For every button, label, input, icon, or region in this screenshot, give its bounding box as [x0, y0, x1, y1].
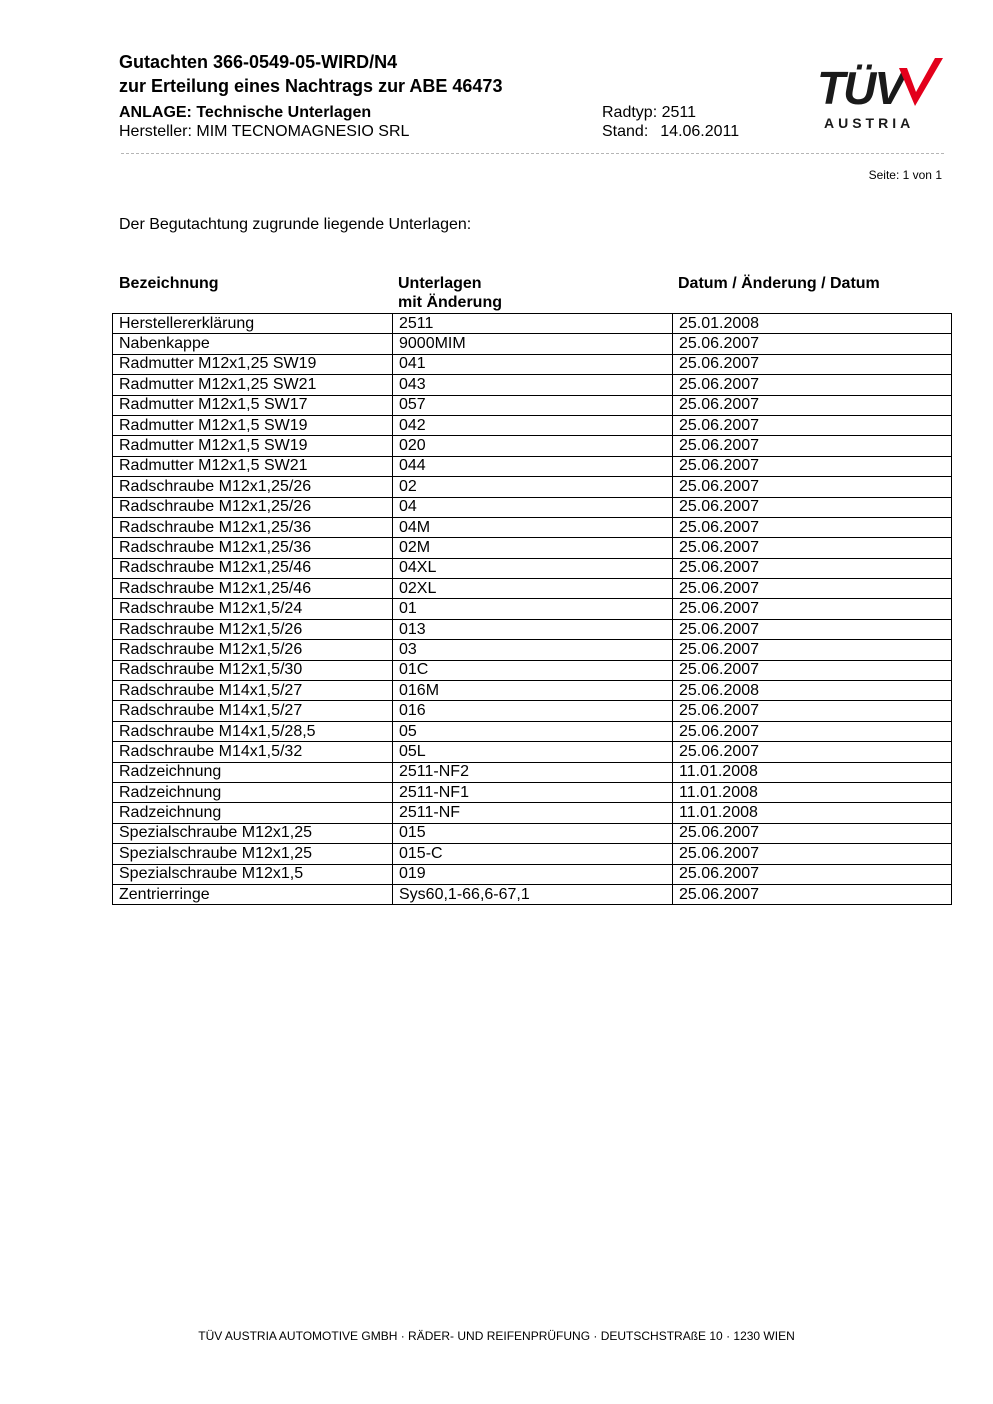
cell-bezeichnung: Radschraube M14x1,5/27 — [113, 681, 393, 701]
intro-text: Der Begutachtung zugrunde liegende Unterlagen: — [119, 216, 472, 233]
cell-bezeichnung: Radschraube M12x1,5/30 — [113, 660, 393, 680]
document-title: Gutachten 366-0549-05-WIRD/N4 — [119, 52, 398, 72]
table-row — [113, 721, 952, 741]
cell-unterlagen: 2511-NF2 — [393, 762, 673, 782]
anlage-label: ANLAGE: — [119, 104, 192, 121]
table-row — [113, 538, 952, 558]
cell-bezeichnung: Zentrierringe — [113, 884, 393, 904]
cell-unterlagen: 043 — [393, 375, 673, 395]
table-row — [113, 456, 952, 476]
cell-bezeichnung: Radmutter M12x1,5 SW17 — [113, 395, 393, 415]
footer-address: TÜV AUSTRIA AUTOMOTIVE GMBH · RÄDER- UND REIFENPRÜFUNG · DEUTSCHSTRAßE 10 · 1230 WIEN — [198, 1329, 795, 1343]
cell-datum: 25.06.2007 — [673, 864, 952, 884]
cell-bezeichnung: Radmutter M12x1,5 SW19 — [113, 436, 393, 456]
cell-bezeichnung: Radschraube M12x1,25/26 — [113, 477, 393, 497]
cell-datum: 25.06.2007 — [673, 884, 952, 904]
radtyp-label: Radtyp: — [602, 104, 658, 121]
cell-unterlagen: 04XL — [393, 558, 673, 578]
cell-datum: 25.06.2007 — [673, 823, 952, 843]
cell-unterlagen: 02XL — [393, 579, 673, 599]
table-row — [113, 334, 952, 354]
cell-bezeichnung: Radschraube M12x1,25/46 — [113, 579, 393, 599]
cell-bezeichnung: Radschraube M14x1,5/28,5 — [113, 721, 393, 741]
table-row — [113, 864, 952, 884]
cell-bezeichnung: Radschraube M12x1,5/24 — [113, 599, 393, 619]
table-row — [113, 558, 952, 578]
cell-unterlagen: 01C — [393, 660, 673, 680]
cell-bezeichnung: Radschraube M12x1,5/26 — [113, 619, 393, 639]
table-row — [113, 823, 952, 843]
cell-bezeichnung: Radzeichnung — [113, 803, 393, 823]
cell-datum: 25.06.2008 — [673, 681, 952, 701]
cell-datum: 25.06.2007 — [673, 721, 952, 741]
radtyp-value: 2511 — [661, 104, 696, 121]
anlage-line — [119, 104, 371, 122]
table-row — [113, 762, 952, 782]
table-row — [113, 803, 952, 823]
table-row — [113, 782, 952, 802]
cell-bezeichnung: Spezialschraube M12x1,25 — [113, 823, 393, 843]
table-row — [113, 497, 952, 517]
cell-unterlagen: 016 — [393, 701, 673, 721]
cell-bezeichnung: Radschraube M12x1,5/26 — [113, 640, 393, 660]
cell-bezeichnung: Radschraube M14x1,5/32 — [113, 742, 393, 762]
cell-datum: 25.06.2007 — [673, 742, 952, 762]
stand-label: Stand: — [602, 123, 649, 140]
cell-unterlagen: 2511 — [393, 314, 673, 334]
cell-unterlagen: 9000MIM — [393, 334, 673, 354]
cell-unterlagen: 042 — [393, 415, 673, 435]
cell-unterlagen: 057 — [393, 395, 673, 415]
hersteller-line — [119, 123, 409, 141]
table-row — [113, 314, 952, 334]
hersteller-value: MIM TECNOMAGNESIO SRL — [196, 123, 410, 140]
cell-unterlagen: 041 — [393, 354, 673, 374]
cell-datum: 11.01.2008 — [673, 803, 952, 823]
cell-datum: 25.06.2007 — [673, 517, 952, 537]
cell-unterlagen: 05 — [393, 721, 673, 741]
cell-bezeichnung: Radmutter M12x1,25 SW21 — [113, 375, 393, 395]
cell-bezeichnung: Radmutter M12x1,5 SW19 — [113, 415, 393, 435]
table-row — [113, 415, 952, 435]
stand-value: 14.06.2011 — [660, 123, 740, 140]
column-header-datum: Datum / Änderung / Datum — [678, 275, 880, 292]
table-row — [113, 884, 952, 904]
cell-datum: 25.06.2007 — [673, 375, 952, 395]
radtyp-line — [602, 104, 696, 122]
cell-unterlagen: 03 — [393, 640, 673, 660]
cell-unterlagen: 04 — [393, 497, 673, 517]
cell-datum: 11.01.2008 — [673, 762, 952, 782]
cell-bezeichnung: Radmutter M12x1,25 SW19 — [113, 354, 393, 374]
table-row — [113, 742, 952, 762]
cell-unterlagen: 019 — [393, 864, 673, 884]
cell-bezeichnung: Radzeichnung — [113, 762, 393, 782]
cell-unterlagen: 05L — [393, 742, 673, 762]
cell-datum: 25.06.2007 — [673, 456, 952, 476]
cell-datum: 25.06.2007 — [673, 538, 952, 558]
cell-bezeichnung: Herstellererklärung — [113, 314, 393, 334]
cell-datum: 25.06.2007 — [673, 354, 952, 374]
cell-datum: 25.06.2007 — [673, 477, 952, 497]
cell-bezeichnung: Radschraube M14x1,5/27 — [113, 701, 393, 721]
cell-unterlagen: 02 — [393, 477, 673, 497]
table-row — [113, 375, 952, 395]
stand-line — [602, 123, 739, 141]
cell-unterlagen: 016M — [393, 681, 673, 701]
page-number: Seite: 1 von 1 — [868, 168, 942, 182]
cell-unterlagen: 020 — [393, 436, 673, 456]
cell-unterlagen: 2511-NF1 — [393, 782, 673, 802]
cell-unterlagen: 044 — [393, 456, 673, 476]
cell-datum: 25.06.2007 — [673, 640, 952, 660]
column-header-unterlagen-line2: mit Änderung — [398, 294, 502, 311]
table-row — [113, 354, 952, 374]
table-row — [113, 681, 952, 701]
table-row — [113, 660, 952, 680]
cell-bezeichnung: Spezialschraube M12x1,5 — [113, 864, 393, 884]
cell-datum: 25.06.2007 — [673, 660, 952, 680]
table-row — [113, 395, 952, 415]
table-row — [113, 844, 952, 864]
cell-datum: 25.06.2007 — [673, 579, 952, 599]
tuv-austria-logo — [815, 56, 945, 132]
documents-table — [112, 313, 952, 905]
document-subtitle: zur Erteilung eines Nachtrags zur ABE 46473 — [119, 76, 503, 96]
cell-bezeichnung: Radschraube M12x1,25/46 — [113, 558, 393, 578]
cell-unterlagen: 2511-NF — [393, 803, 673, 823]
hersteller-label: Hersteller: — [119, 123, 192, 140]
table-row — [113, 579, 952, 599]
header-divider — [121, 153, 944, 154]
cell-datum: 25.06.2007 — [673, 497, 952, 517]
cell-bezeichnung: Radschraube M12x1,25/26 — [113, 497, 393, 517]
table-row — [113, 599, 952, 619]
cell-unterlagen: 01 — [393, 599, 673, 619]
logo-brand-text: TÜV — [817, 62, 903, 114]
table-row — [113, 701, 952, 721]
cell-datum: 25.06.2007 — [673, 701, 952, 721]
logo-checkmark-icon — [899, 58, 943, 106]
cell-unterlagen: 04M — [393, 517, 673, 537]
table-row — [113, 640, 952, 660]
cell-datum: 25.06.2007 — [673, 436, 952, 456]
cell-datum: 25.06.2007 — [673, 599, 952, 619]
logo-subtitle-text: AUSTRIA — [824, 115, 915, 131]
cell-datum: 25.06.2007 — [673, 334, 952, 354]
cell-bezeichnung: Radschraube M12x1,25/36 — [113, 517, 393, 537]
cell-unterlagen: 015 — [393, 823, 673, 843]
column-header-unterlagen — [398, 274, 502, 312]
cell-bezeichnung: Radzeichnung — [113, 782, 393, 802]
table-row — [113, 517, 952, 537]
column-header-bezeichnung: Bezeichnung — [119, 275, 219, 292]
table-row — [113, 619, 952, 639]
column-header-unterlagen-line1: Unterlagen — [398, 275, 482, 292]
cell-datum: 25.01.2008 — [673, 314, 952, 334]
cell-datum: 25.06.2007 — [673, 844, 952, 864]
cell-unterlagen: 015-C — [393, 844, 673, 864]
cell-unterlagen: Sys60,1-66,6-67,1 — [393, 884, 673, 904]
cell-datum: 11.01.2008 — [673, 782, 952, 802]
cell-bezeichnung: Radmutter M12x1,5 SW21 — [113, 456, 393, 476]
cell-datum: 25.06.2007 — [673, 619, 952, 639]
table-row — [113, 436, 952, 456]
cell-datum: 25.06.2007 — [673, 558, 952, 578]
cell-unterlagen: 013 — [393, 619, 673, 639]
cell-unterlagen: 02M — [393, 538, 673, 558]
cell-datum: 25.06.2007 — [673, 395, 952, 415]
documents-table-body — [113, 314, 952, 905]
anlage-value: Technische Unterlagen — [196, 104, 372, 121]
table-row — [113, 477, 952, 497]
cell-bezeichnung: Spezialschraube M12x1,25 — [113, 844, 393, 864]
cell-datum: 25.06.2007 — [673, 415, 952, 435]
cell-bezeichnung: Nabenkappe — [113, 334, 393, 354]
cell-bezeichnung: Radschraube M12x1,25/36 — [113, 538, 393, 558]
